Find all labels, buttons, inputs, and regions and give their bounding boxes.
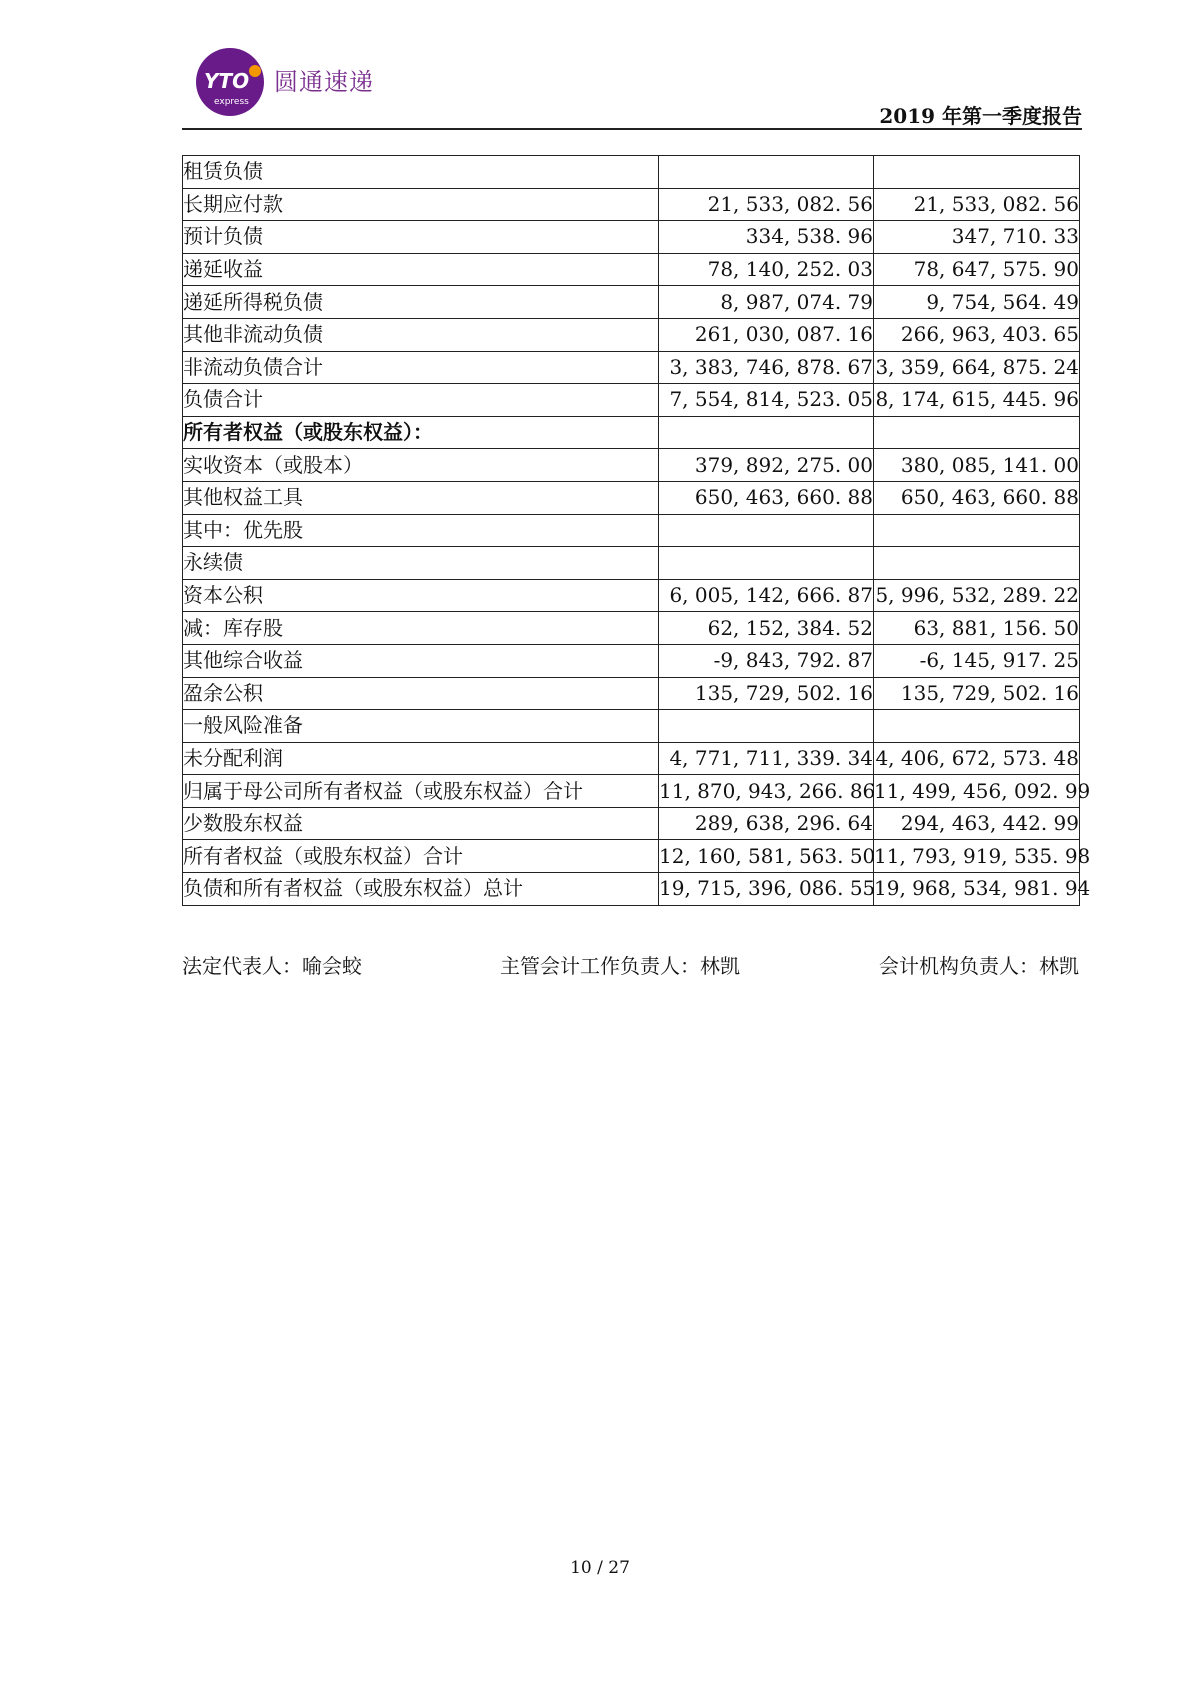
period-end-value [659,514,874,547]
table-row [183,188,1080,221]
year-start-value: 4, 406, 672, 573. 48 [874,742,1080,775]
table-row [183,351,1080,384]
row-label: 递延所得税负债 [183,286,659,319]
table-row [183,318,1080,351]
year-start-value [874,710,1080,743]
year-start-value: 380, 085, 141. 00 [874,449,1080,482]
year-start-value: 5, 996, 532, 289. 22 [874,579,1080,612]
period-end-value: 62, 152, 384. 52 [659,612,874,645]
yto-logo-icon [192,44,272,120]
period-end-value: 334, 538. 96 [659,221,874,254]
period-end-value: 21, 533, 082. 56 [659,188,874,221]
row-label: 非流动负债合计 [183,351,659,384]
period-end-value: 650, 463, 660. 88 [659,481,874,514]
table-row [183,644,1080,677]
table-row [183,416,1080,449]
table-row [183,873,1080,906]
period-end-value: 289, 638, 296. 64 [659,807,874,840]
period-end-value: -9, 843, 792. 87 [659,644,874,677]
table-row [183,710,1080,743]
year-start-value [874,514,1080,547]
accounting-dept-head: 会计机构负责人：林凯 [879,954,1079,978]
period-end-value [659,710,874,743]
logo-text: 圆通速递 [274,68,374,96]
table-row [183,742,1080,775]
row-label: 未分配利润 [183,742,659,775]
year-start-value: 9, 754, 564. 49 [874,286,1080,319]
year-start-value: 19, 968, 534, 981. 94 [874,873,1080,906]
period-end-value [659,547,874,580]
period-end-value: 4, 771, 711, 339. 34 [659,742,874,775]
year-start-value [874,156,1080,189]
page-number: 10 / 27 [570,1558,630,1578]
row-label: 资本公积 [183,579,659,612]
row-label: 其他非流动负债 [183,318,659,351]
row-label: 所有者权益（或股东权益）合计 [183,840,659,873]
row-label: 少数股东权益 [183,807,659,840]
row-label: 预计负债 [183,221,659,254]
row-label: 其他综合收益 [183,644,659,677]
year-start-value: 650, 463, 660. 88 [874,481,1080,514]
period-end-value: 12, 160, 581, 563. 50 [659,840,874,873]
year-start-value: 63, 881, 156. 50 [874,612,1080,645]
year-start-value: 135, 729, 502. 16 [874,677,1080,710]
period-end-value: 8, 987, 074. 79 [659,286,874,319]
report-title: 2019 年第一季度报告 [879,104,1082,128]
year-start-value [874,416,1080,449]
period-end-value: 379, 892, 275. 00 [659,449,874,482]
period-end-value: 261, 030, 087. 16 [659,318,874,351]
accounting-head: 主管会计工作负责人：林凯 [500,954,740,978]
table-row [183,221,1080,254]
row-label: 其他权益工具 [183,481,659,514]
row-label: 实收资本（或股本） [183,449,659,482]
year-start-value: 11, 793, 919, 535. 98 [874,840,1080,873]
year-start-value: -6, 145, 917. 25 [874,644,1080,677]
year-start-value: 266, 963, 403. 65 [874,318,1080,351]
table-row [183,677,1080,710]
row-label: 其中：优先股 [183,514,659,547]
row-label: 长期应付款 [183,188,659,221]
row-label: 永续债 [183,547,659,580]
table-row [183,253,1080,286]
logo-mark-text: YTO [204,69,250,93]
period-end-value: 135, 729, 502. 16 [659,677,874,710]
row-label: 减：库存股 [183,612,659,645]
table-row [183,612,1080,645]
balance-sheet-table [182,155,1091,906]
page-header [182,44,1082,130]
header-divider [182,128,1082,130]
table-row [183,840,1080,873]
period-end-value [659,416,874,449]
year-start-value: 78, 647, 575. 90 [874,253,1080,286]
row-label: 负债合计 [183,384,659,417]
table-row [183,514,1080,547]
period-end-value: 6, 005, 142, 666. 87 [659,579,874,612]
table-row [183,156,1080,189]
year-start-value: 21, 533, 082. 56 [874,188,1080,221]
row-label: 归属于母公司所有者权益（或股东权益）合计 [183,775,659,808]
table-row [183,481,1080,514]
year-start-value: 8, 174, 615, 445. 96 [874,384,1080,417]
row-label: 盈余公积 [183,677,659,710]
table-row [183,449,1080,482]
year-start-value: 3, 359, 664, 875. 24 [874,351,1080,384]
row-label: 所有者权益（或股东权益）： [183,416,659,449]
year-start-value: 11, 499, 456, 092. 99 [874,775,1080,808]
table-row [183,807,1080,840]
year-start-value: 294, 463, 442. 99 [874,807,1080,840]
table-row [183,775,1080,808]
row-label: 递延收益 [183,253,659,286]
row-label: 一般风险准备 [183,710,659,743]
row-label: 租赁负债 [183,156,659,189]
period-end-value: 19, 715, 396, 086. 55 [659,873,874,906]
year-start-value: 347, 710. 33 [874,221,1080,254]
period-end-value: 11, 870, 943, 266. 86 [659,775,874,808]
period-end-value: 3, 383, 746, 878. 67 [659,351,874,384]
yto-logo [192,44,382,120]
table-row [183,579,1080,612]
table-row [183,384,1080,417]
logo-sub-text: express [214,97,249,107]
table-row [183,547,1080,580]
period-end-value [659,156,874,189]
period-end-value: 7, 554, 814, 523. 05 [659,384,874,417]
table-row [183,286,1080,319]
balance-sheet-body [183,156,1091,906]
row-label: 负债和所有者权益（或股东权益）总计 [183,873,659,906]
year-start-value [874,547,1080,580]
legal-representative: 法定代表人：喻会蛟 [182,954,362,978]
period-end-value: 78, 140, 252. 03 [659,253,874,286]
